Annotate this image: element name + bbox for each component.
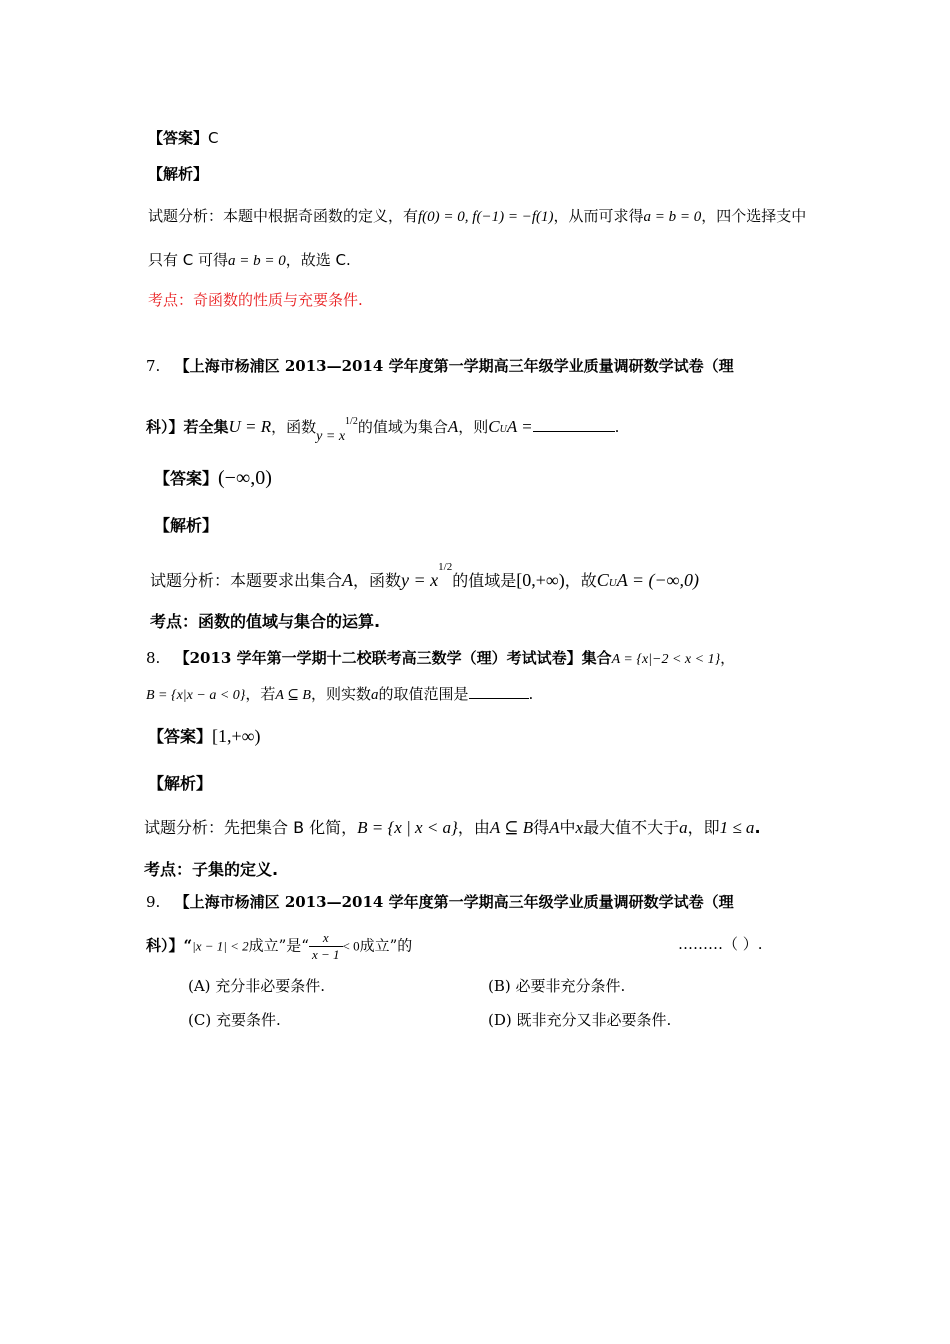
q6-analysis-text: ，从而可求得 bbox=[553, 207, 644, 225]
q7-analysis-subscript: U bbox=[608, 577, 617, 589]
q7-analysis-math: A bbox=[342, 570, 354, 590]
q9-fraction-denominator: x − 1 bbox=[311, 947, 340, 962]
q7-math: A = bbox=[506, 417, 533, 436]
q9-source: 【上海市杨浦区 2013—2014 学年度第一学期高三年级学业质量调研数学试卷（理 bbox=[174, 893, 734, 911]
q7-analysis-exponent: 1/2 bbox=[438, 561, 453, 573]
q7-answer-value: (−∞,0) bbox=[218, 467, 272, 489]
q8-math: A ⊆ B bbox=[275, 688, 311, 703]
q8-text: ，则实数 bbox=[310, 685, 371, 703]
q6-analysis-text: 试题分析：本题中根据奇函数的定义，有 bbox=[148, 207, 419, 225]
q7-source-line1 bbox=[146, 356, 734, 376]
q9-math: |x − 1| < 2 bbox=[192, 938, 249, 954]
q7-text: . bbox=[614, 418, 620, 436]
q9-option-a: (A) 充分非必要条件. bbox=[188, 977, 326, 995]
q8-analysis-math: B = {x | x < a} bbox=[357, 818, 458, 837]
q8-answer-label: 【答案】 bbox=[148, 727, 213, 746]
q7-answer-label: 【答案】 bbox=[154, 469, 219, 488]
q7-math: C bbox=[488, 417, 500, 436]
q8-source-line bbox=[146, 648, 735, 670]
q8-source: 【2013 学年第一学期十二校联考高三数学（理）考试试卷】集合 bbox=[174, 649, 612, 667]
q9-text: 成立”的 bbox=[359, 936, 413, 955]
q7-math: y = x bbox=[316, 429, 346, 444]
q7-text: ，函数 bbox=[271, 418, 317, 436]
q8-text: . bbox=[528, 685, 534, 703]
q7-answer-line bbox=[154, 468, 272, 489]
q8-analysis-math: A ⊆ B bbox=[489, 818, 534, 837]
q7-kaodian: 考点：函数的值域与集合的运算. bbox=[150, 612, 381, 631]
q8-question-line bbox=[146, 684, 533, 706]
q8-analysis-math: x bbox=[575, 818, 584, 837]
q6-answer-label: 【答案】 bbox=[148, 129, 209, 147]
q7-analysis-math: [0,+∞) bbox=[516, 570, 565, 590]
q9-number: 9. bbox=[146, 893, 161, 911]
q7-analysis-text: ，函数 bbox=[353, 571, 402, 590]
q8-text: 的取值范围是 bbox=[378, 685, 469, 703]
q7-analysis-math: C bbox=[596, 570, 609, 590]
q8-analysis-math: A bbox=[549, 818, 560, 837]
q9-question-line bbox=[146, 930, 412, 966]
q8-answer-blank bbox=[469, 684, 529, 699]
q8-analysis-line bbox=[144, 818, 761, 838]
q9-text: 成立”是“ bbox=[248, 936, 309, 955]
q7-source: 【上海市杨浦区 2013—2014 学年度第一学期高三年级学业质量调研数学试卷（理 bbox=[174, 357, 734, 375]
q8-kaodian: 考点：子集的定义. bbox=[144, 860, 279, 879]
q7-analysis-text: 的值域是 bbox=[452, 571, 517, 590]
q6-answer-value: C bbox=[208, 129, 219, 147]
q9-dots: ………（ ）. bbox=[678, 935, 763, 953]
q9-fraction-numerator: x bbox=[309, 930, 343, 947]
q6-analysis-text: ，故选 C. bbox=[285, 251, 351, 269]
q7-question-line bbox=[146, 414, 620, 444]
q8-math: B = {x|x − a < 0} bbox=[146, 688, 246, 703]
q6-analysis-math: a = b = 0 bbox=[643, 209, 702, 225]
q8-analysis-text: 试题分析：先把集合 B 化简， bbox=[144, 818, 358, 837]
q8-answer-line bbox=[148, 726, 261, 747]
q8-math: a bbox=[371, 687, 379, 703]
q8-number: 8. bbox=[146, 649, 161, 667]
q8-answer-value: [1,+∞) bbox=[212, 726, 261, 746]
q7-analysis-line bbox=[150, 561, 699, 593]
q8-text: ，若 bbox=[245, 685, 276, 703]
q9-math: < 0 bbox=[342, 938, 360, 954]
q6-analysis-line2 bbox=[148, 250, 351, 271]
q9-source-line1 bbox=[146, 892, 734, 912]
q7-analysis-math: y = x bbox=[401, 570, 439, 590]
q9-option-b: (B) 必要非充分条件. bbox=[488, 977, 626, 995]
q6-analysis-label: 【解析】 bbox=[148, 165, 209, 183]
q8-analysis-text: ，由 bbox=[457, 818, 490, 837]
q9-option-c: (C) 充要条件. bbox=[188, 1011, 281, 1029]
q7-text: 的值域为集合 bbox=[357, 418, 448, 436]
q8-analysis-text: 中 bbox=[559, 818, 576, 837]
q7-math: U = R bbox=[228, 417, 272, 436]
q6-answer-line bbox=[148, 128, 219, 148]
q6-analysis-math: a = b = 0 bbox=[228, 253, 286, 269]
q8-analysis-label: 【解析】 bbox=[148, 774, 213, 793]
q7-text: ，则 bbox=[458, 418, 489, 436]
q8-analysis-text: ，即 bbox=[687, 818, 720, 837]
q6-kaodian: 考点：奇函数的性质与充要条件. bbox=[148, 291, 363, 309]
q8-analysis-text: 最大值不大于 bbox=[583, 818, 680, 837]
q7-subscript: U bbox=[499, 424, 507, 435]
q6-analysis-text: ，四个选择支中 bbox=[701, 207, 807, 225]
q7-answer-blank bbox=[533, 417, 615, 432]
q8-analysis-math: a bbox=[679, 818, 688, 837]
q7-math: A bbox=[447, 417, 459, 436]
q7-source: 科）】若全集 bbox=[146, 418, 229, 436]
q9-option-d: (D) 既非充分又非必要条件. bbox=[488, 1011, 672, 1029]
q6-analysis-math: f(0) = 0, f(−1) = −f(1) bbox=[418, 209, 554, 225]
q7-number: 7. bbox=[146, 357, 161, 375]
q7-analysis-text: ，故 bbox=[564, 571, 597, 590]
q7-exponent: 1/2 bbox=[345, 416, 358, 427]
q9-fraction bbox=[309, 930, 343, 963]
q7-analysis-text: 试题分析：本题要求出集合 bbox=[150, 571, 343, 590]
q6-analysis-line1 bbox=[148, 206, 806, 227]
q8-text: ， bbox=[720, 649, 736, 667]
q9-source: 科）】“ bbox=[146, 936, 193, 955]
q8-analysis-math: 1 ≤ a bbox=[719, 818, 755, 837]
q6-analysis-text: 只有 C 可得 bbox=[148, 251, 229, 269]
q8-math: A = {x|−2 < x < 1} bbox=[611, 652, 721, 667]
q7-analysis-label: 【解析】 bbox=[154, 516, 219, 535]
q8-analysis-text: 得 bbox=[533, 818, 550, 837]
q8-analysis-text: . bbox=[754, 818, 761, 837]
q7-analysis-math: A = (−∞,0) bbox=[616, 570, 699, 590]
